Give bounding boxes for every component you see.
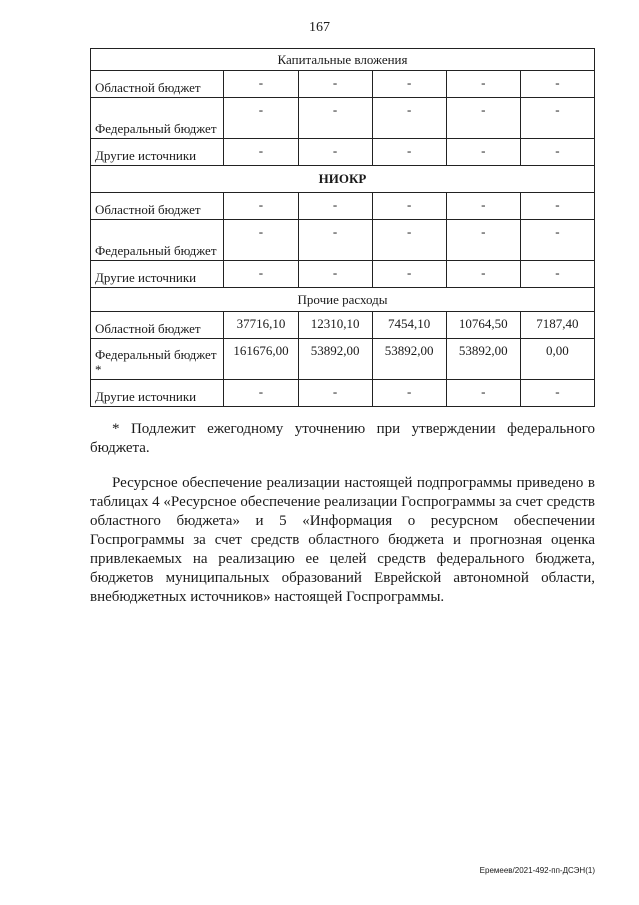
section-title: НИОКР [91, 166, 595, 193]
table-cell: 161676,00 [224, 339, 298, 380]
table-cell: - [520, 380, 594, 407]
table-cell: - [520, 220, 594, 261]
body-paragraph: Ресурсное обеспечение реализации настоящей подпрограммы приведено в таблицах 4 «Ресурсное обеспечение реализации Госпрограммы за счет средств областного бюджета» и 5 «Информация о ресурсном обеспечении Госпрограммы за счет средств областного бюджета и прогнозная оценка привлекаемых на реализацию ее целей средств федерального бюджета, бюджетов муниципальных образований Еврейской автономной области, внебюджетных источников» настоящей Госпрограммы. [90, 475, 595, 605]
table-cell: - [372, 98, 446, 139]
table-cell: - [298, 220, 372, 261]
table-cell: - [446, 98, 520, 139]
row-label: Областной бюджет [91, 71, 224, 98]
table-cell: - [446, 261, 520, 288]
section-row [91, 288, 595, 312]
row-label: Другие источники [91, 139, 224, 166]
section-row [91, 49, 595, 71]
row-label: Областной бюджет [91, 193, 224, 220]
table-row [91, 220, 595, 261]
table-cell: 10764,50 [446, 312, 520, 339]
budget-table [90, 48, 595, 407]
table-cell: 53892,00 [372, 339, 446, 380]
table-row [91, 139, 595, 166]
table-row [91, 339, 595, 380]
section-row [91, 166, 595, 193]
table-cell: - [224, 139, 298, 166]
table-cell: - [520, 98, 594, 139]
table-cell: - [224, 71, 298, 98]
table-cell: 53892,00 [446, 339, 520, 380]
table-cell: - [520, 193, 594, 220]
table-cell: - [372, 139, 446, 166]
table-cell: - [446, 380, 520, 407]
table-cell: - [520, 71, 594, 98]
table-row [91, 312, 595, 339]
table-cell: - [372, 193, 446, 220]
table-row [91, 193, 595, 220]
table-cell: - [224, 380, 298, 407]
table-cell: - [446, 139, 520, 166]
table-cell: 37716,10 [224, 312, 298, 339]
table-cell: - [520, 139, 594, 166]
table-cell: 7187,40 [520, 312, 594, 339]
table-cell: - [446, 71, 520, 98]
section-title: Капитальные вложения [91, 49, 595, 71]
row-label: Другие источники [91, 380, 224, 407]
table-cell: - [372, 380, 446, 407]
table-row [91, 71, 595, 98]
table-cell: - [446, 220, 520, 261]
table-cell: 53892,00 [298, 339, 372, 380]
table-cell: - [372, 220, 446, 261]
table-cell: - [298, 380, 372, 407]
table-cell: - [298, 193, 372, 220]
table-cell: 7454,10 [372, 312, 446, 339]
table-cell: 0,00 [520, 339, 594, 380]
table-cell: - [298, 98, 372, 139]
row-label: Федеральный бюджет * [91, 339, 224, 380]
table-row [91, 380, 595, 407]
row-label: Другие источники [91, 261, 224, 288]
table-cell: - [224, 193, 298, 220]
row-label: Федеральный бюджет [91, 220, 224, 261]
table-cell: - [372, 71, 446, 98]
table-cell: - [298, 261, 372, 288]
table-cell: - [372, 261, 446, 288]
table-cell: 12310,10 [298, 312, 372, 339]
row-label: Областной бюджет [91, 312, 224, 339]
document-code: Еремеев/2021-492-пп-ДСЭН(1) [479, 866, 595, 875]
table-cell: - [298, 71, 372, 98]
table-row [91, 98, 595, 139]
table-cell: - [520, 261, 594, 288]
table-cell: - [224, 98, 298, 139]
table-cell: - [446, 193, 520, 220]
page-number: 167 [309, 20, 330, 35]
table-cell: - [224, 261, 298, 288]
table-cell: - [298, 139, 372, 166]
table-row [91, 261, 595, 288]
row-label: Федеральный бюджет [91, 98, 224, 139]
table-cell: - [224, 220, 298, 261]
section-title: Прочие расходы [91, 288, 595, 312]
footnote: * Подлежит ежегодному уточнению при утверждении федерального бюджета. [90, 421, 595, 456]
